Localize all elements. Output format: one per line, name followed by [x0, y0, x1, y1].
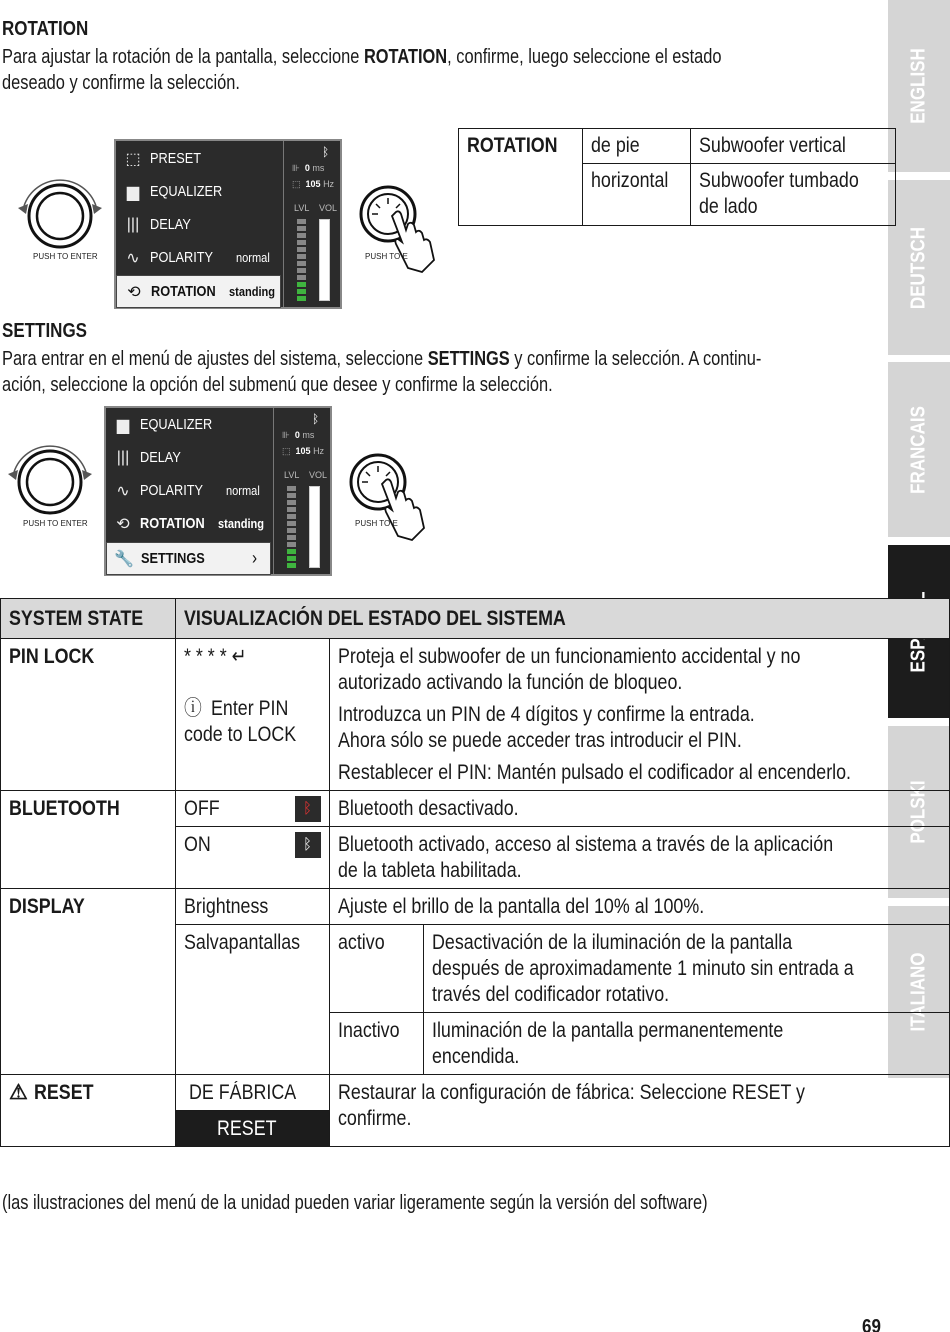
delay-icon-2: |||	[116, 448, 130, 466]
vol-label-2: VOL	[309, 470, 328, 480]
page-number: 69	[862, 1316, 881, 1332]
reset-display-box: RESET	[175, 1111, 329, 1147]
menu-item-delay: ||| DELAY	[116, 208, 278, 241]
device-screen-rotation	[114, 139, 342, 309]
warning-icon: ⚠	[9, 1081, 28, 1104]
info-icon: ⓘ	[183, 697, 202, 720]
volume-bar-2	[309, 486, 320, 568]
rotation-icon-2: ⟲	[116, 515, 130, 533]
bluetooth-off-icon: ᛒ	[295, 796, 321, 822]
polarity-icon-2: ∿	[116, 482, 130, 500]
push-hand-icon-2	[348, 452, 430, 544]
settings-paragraph: Para entrar en el menú de ajustes del sistema, seleccione SETTINGS y confirme la selección. A continu- ación, seleccione la opción del submenú que desee y confirme la selección.	[2, 348, 762, 396]
rotation-paragraph: Para ajustar la rotación de la pantalla, seleccione ROTATION, confirme, luego seleccione el estado deseado y confirme la selección.	[2, 46, 722, 94]
delay-readout-2: ⊪ 0 ms	[282, 430, 315, 440]
freq-readout: ⬚ 105 Hz	[292, 179, 335, 189]
rotation-table: ROTATION de pie Subwoofer vertical horizontal Subwoofer tumbado de lado	[458, 128, 896, 226]
level-meter	[297, 219, 306, 303]
lvl-label-2: LVL	[284, 470, 300, 480]
push-to-enter-label: PUSH TO ENTER	[33, 252, 98, 261]
menu-item-rotation-2: ⟲ ROTATION standing	[106, 507, 268, 540]
bluetooth-icon: ᛒ	[322, 145, 330, 159]
bluetooth-on-icon: ᛒ	[295, 832, 321, 858]
push-to-enter-label-4: PUSH TO E	[355, 519, 398, 528]
menu-item-equalizer: ▆ EQUALIZER	[116, 175, 278, 208]
tab-deutsch[interactable]: DEUTSCH	[888, 180, 950, 355]
menu-item-rotation: ⟲ ROTATION standing	[116, 275, 281, 308]
equalizer-icon-2: ▆	[116, 416, 130, 434]
tab-english[interactable]: ENGLISH	[888, 0, 950, 172]
menu-item-settings: 🔧 SETTINGS ›	[106, 542, 271, 575]
tab-italiano[interactable]: ITALIANO	[888, 906, 950, 1078]
push-to-enter-label-3: PUSH TO ENTER	[23, 519, 88, 528]
system-state-table: SYSTEM STATE VISUALIZACIÓN DEL ESTADO DEL SISTEMA PIN LOCK * * * * ↵ ⓘ Enter PIN code to LOCK Proteja el subwoofer de un funcionamiento accidental y no autorizado activando la función de bloqueo. Introduzca un PIN de 4 dígitos y confirme la entrada. Ahora sólo se puede acceder tras introducir el PIN. Restablecer el PIN: Mantén pulsado el codificador al encenderlo. BLUETOOTH OFF ᛒ Bluetooth desactivado. ON ᛒ Bluetooth activado, acceso al sistema a través de la aplicación de la tableta habilitada. DISPLAY Brightness Ajuste el brillo de la pantalla del 10% al 100%. Salvapantallas activo Desactivación de la iluminación de la pantalla después de aproximadamente 1 minuto sin entrada a través del codificador rotativo. Inactivo Iluminación de la pantalla permanentemente encendida. ⚠ RESET DE FÁBRICA Restaurar la configuración de fábrica: Seleccione RESET y confirme. RESET	[0, 598, 950, 1147]
chevron-right-icon: ›	[252, 548, 258, 568]
delay-icon: |||	[126, 215, 140, 233]
rotary-knob-icon-2	[4, 444, 96, 524]
tab-francais[interactable]: FRANCAIS	[888, 362, 950, 537]
push-hand-icon	[358, 184, 440, 276]
device-screen-settings	[104, 406, 332, 576]
tab-polski[interactable]: POLSKI	[888, 726, 950, 898]
rotary-knob-icon	[14, 178, 106, 258]
freq-readout-2: ⬚ 105 Hz	[282, 446, 325, 456]
delay-readout: ⊪ 0 ms	[292, 163, 325, 173]
settings-heading: SETTINGS	[2, 320, 88, 342]
bluetooth-icon-2: ᛒ	[312, 412, 320, 426]
menu-item-preset: ⬚ PRESET	[116, 142, 278, 175]
vol-label: VOL	[319, 203, 338, 213]
menu-item-equalizer-2: ▆ EQUALIZER	[106, 408, 268, 441]
menu-item-delay-2: ||| DELAY	[106, 441, 268, 474]
polarity-icon: ∿	[126, 249, 140, 267]
wrench-icon: 🔧	[114, 550, 134, 568]
preset-icon: ⬚	[125, 150, 141, 168]
volume-bar	[319, 219, 330, 301]
rotation-icon: ⟲	[127, 283, 141, 301]
rotary-knob-2	[4, 444, 96, 524]
push-to-enter-label-2: PUSH TO E	[365, 252, 408, 261]
rotation-heading: ROTATION	[2, 18, 89, 40]
level-meter-2	[287, 486, 296, 570]
footnote: (las ilustraciones del menú de la unidad pueden variar ligeramente según la versión del software)	[2, 1192, 708, 1214]
lvl-label: LVL	[294, 203, 310, 213]
menu-item-polarity-2: ∿ POLARITY normal	[106, 474, 268, 507]
rotary-knob	[14, 178, 106, 258]
equalizer-icon: ▆	[126, 183, 140, 201]
menu-item-polarity: ∿ POLARITY normal	[116, 241, 278, 274]
